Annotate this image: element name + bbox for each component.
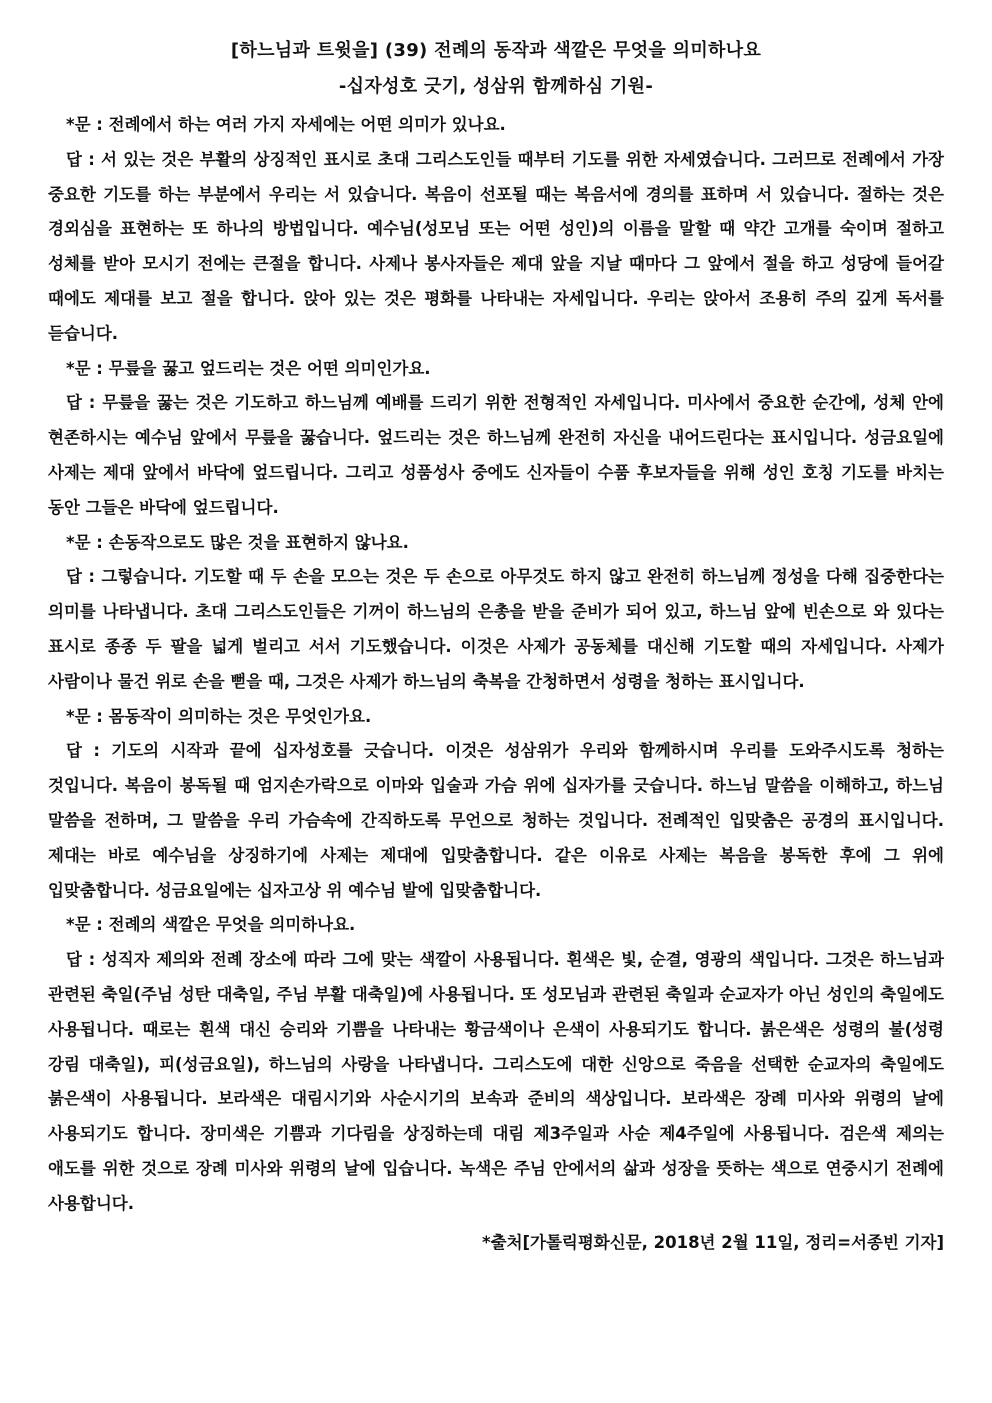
question-text: *문 : 손동작으로도 많은 것을 표현하지 않나요. [66, 532, 409, 552]
qa-block-1 [48, 108, 944, 352]
answer-text: 답 : 기도의 시작과 끝에 십자성호를 긋습니다. 이것은 성삼위가 우리와 함께하시며 우리를 도와주시도록 청하는 것입니다. 복음이 봉독될 때 엄지손가락으로 이마와 입술과 가슴 위에 십자가를 긋습니다. 하느님 말씀을 이해하고, 하느님 말씀을 전하며, 그 말씀을 우리 가슴속에 간직하도록 무언으로 청하는 것입니다. 전례적인 입맞춤은 공경의 표시입니다. 제대는 바로 예수님을 상징하기에 사제는 제대에 입맞춤합니다. 같은 이유로 사제는 복음을 봉독한 후에 그 위에 입맞춤합니다. 성금요일에는 십자고상 위 예수님 발에 입맞춤합니다. [48, 741, 944, 900]
qa-block-3 [48, 526, 944, 700]
qa-block-2 [48, 352, 944, 526]
qa-block-4 [48, 700, 944, 909]
answer-text: 답 : 그렇습니다. 기도할 때 두 손을 모으는 것은 두 손으로 아무것도 하지 않고 완전히 하느님께 정성을 다해 집중한다는 의미를 나타냅니다. 초대 그리스도인들은 기꺼이 하느님의 은총을 받을 준비가 되어 있고, 하느님 앞에 빈손으로 와 있다는 표시로 종종 두 팔을 넓게 벌리고 서서 기도했습니다. 이것은 사제가 공동체를 대신해 기도할 때의 자세입니다. 사제가 사람이나 물건 위로 손을 뻗을 때, 그것은 사제가 하느님의 축복을 간청하면서 성령을 청하는 표시입니다. [48, 567, 944, 691]
answer-text: 답 : 서 있는 것은 부활의 상징적인 표시로 초대 그리스도인들 때부터 기도를 위한 자세였습니다. 그러므로 전례에서 가장 중요한 기도를 하는 부분에서 우리는 서 있습니다. 복음이 선포될 때는 복음서에 경의를 표하며 서 있습니다. 절하는 것은 경외심을 표현하는 또 하나의 방법입니다. 예수님(성모님 또는 어떤 성인)의 이름을 말할 때 약간 고개를 숙이며 절하고 성체를 받아 모시기 전에는 큰절을 합니다. 사제나 봉사자들은 제대 앞을 지날 때마다 그 앞에서 절을 하고 성당에 들어갈 때에도 제대를 보고 절을 합니다. 앉아 있는 것은 평화를 나타내는 자세입니다. 우리는 앉아서 조용히 주의 깊게 독서를 듣습니다. [48, 149, 944, 343]
answer-text: 답 : 성직자 제의와 전례 장소에 따라 그에 맞는 색깔이 사용됩니다. 흰색은 빛, 순결, 영광의 색입니다. 그것은 하느님과 관련된 축일(주님 성탄 대축일, 주님 부활 대축일)에 사용됩니다. 또 성모님과 관련된 축일과 순교자가 아닌 성인의 축일에도 사용됩니다. 때로는 흰색 대신 승리와 기쁨을 나타내는 황금색이나 은색이 사용되기도 합니다. 붉은색은 성령의 불(성령 강림 대축일), 피(성금요일), 하느님의 사랑을 나타냅니다. 그리스도에 대한 신앙으로 죽음을 선택한 순교자의 축일에도 붉은색이 사용됩니다. 보라색은 대림시기와 사순시기의 보속과 준비의 색상입니다. 보라색은 장례 미사와 위령의 날에 사용되기도 합니다. 장미색은 기쁨과 기다림을 상징하는데 대림 제3주일과 사순 제4주일에 사용됩니다. 검은색 제의는 애도를 위한 것으로 장례 미사와 위령의 날에 입습니다. 녹색은 주님 안에서의 삶과 성장을 뜻하는 색으로 연중시기 전례에 사용합니다. [48, 950, 944, 1213]
page-title: [하느님과 트윗을] (39) 전례의 동작과 색깔은 무엇을 의미하나요 [230, 40, 762, 61]
question-text: *문 : 몸동작이 의미하는 것은 무엇인가요. [66, 706, 372, 726]
question-text: *문 : 전례에서 하는 여러 가지 자세에는 어떤 의미가 있나요. [66, 115, 506, 134]
page-subtitle: -십자성호 긋기, 성삼위 함께하심 기원- [338, 76, 654, 97]
qa-block-5 [48, 908, 944, 1221]
answer-text: 답 : 무릎을 꿇는 것은 기도하고 하느님께 예배를 드리기 위한 전형적인 자세입니다. 미사에서 중요한 순간에, 성체 안에 현존하시는 예수님 앞에서 무릎을 꿇습니다. 엎드리는 것은 하느님께 완전히 자신을 내어드린다는 표시입니다. 성금요일에 사제는 제대 앞에서 바닥에 엎드립니다. 그리고 성품성사 중에도 신자들이 수품 후보자들을 위해 성인 호칭 기도를 바치는 동안 그들은 바닥에 엎드립니다. [48, 393, 944, 517]
source-citation: *출처[가톨릭평화신문, 2018년 2월 11일, 정리=서종빈 기자] [482, 1232, 944, 1252]
question-text: *문 : 전례의 색깔은 무엇을 의미하나요. [66, 915, 356, 935]
question-text: *문 : 무릎을 꿇고 엎드리는 것은 어떤 의미인가요. [66, 358, 431, 378]
